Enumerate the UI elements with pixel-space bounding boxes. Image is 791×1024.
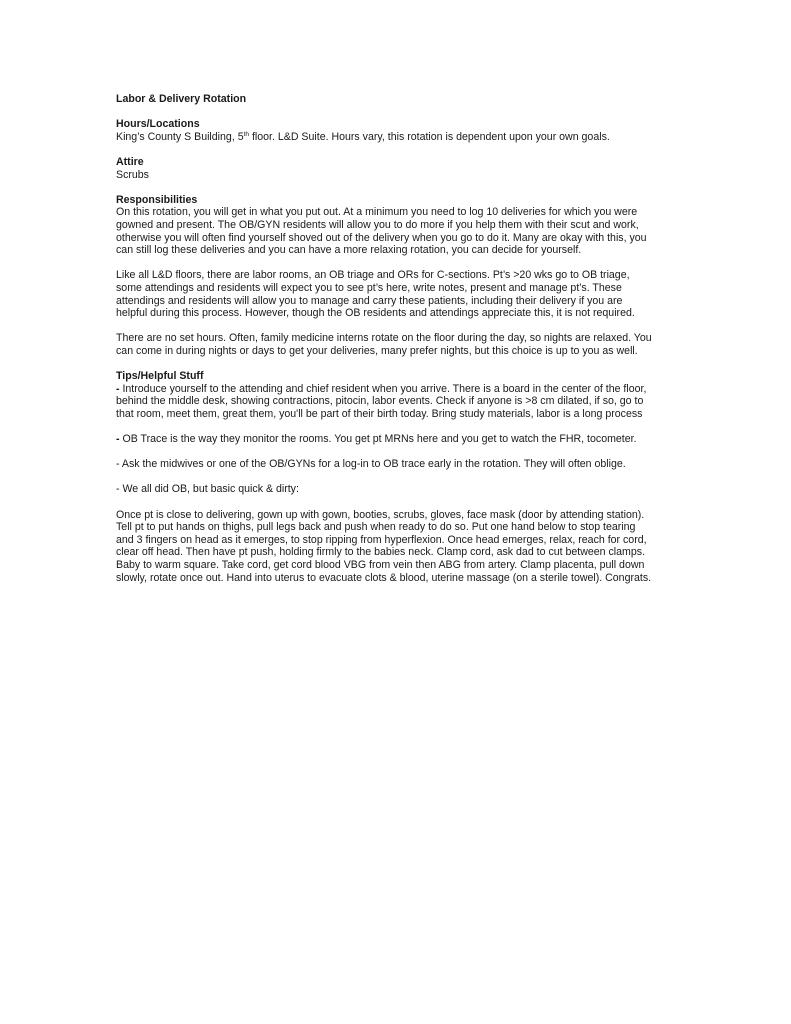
bullet-dash: -	[116, 433, 120, 446]
tips-paragraph-delivery-steps	[116, 509, 686, 585]
text-line: otherwise you will often find yourself shoved out of the delivery when you go to do it. Many are okay with this, you	[116, 231, 647, 244]
text-line: can still log these deliveries and you can have a more relaxing rotation, you can decide for yourself.	[116, 244, 582, 257]
responsibilities-heading: Responsibilities	[116, 193, 198, 206]
text-line: On this rotation, you will get in what you put out. At a minimum you need to log 10 deliveries for which you were	[116, 206, 638, 219]
hours-locations-text	[116, 131, 686, 144]
text-line: some attendings and residents will expect you to see pt’s here, write notes, present and manage pt’s. These	[116, 281, 622, 294]
text-line: slowly, rotate once out. Hand into uterus to evacuate clots & blood, uterine massage (on a sterile towel). Congrats.	[116, 571, 652, 584]
document-title: Labor & Delivery Rotation	[116, 93, 247, 105]
text-line: behind the middle desk, showing contractions, pitocin, labor events. Check if anyone is >8 cm dilated, if so, go to	[116, 395, 644, 408]
text-line: - We all did OB, but basic quick & dirty:	[116, 483, 299, 496]
text-line: clear off head. Then have pt push, holding firmly to the babies neck. Clamp cord, ask dad to cut between clamps.	[116, 546, 646, 559]
attire-heading: Attire	[116, 155, 144, 168]
tips-paragraph-introduce	[116, 383, 686, 421]
attire-section	[116, 156, 686, 181]
hours-text-part1: King’s County S Building, 5	[116, 130, 244, 143]
tips-paragraph-login	[116, 458, 686, 471]
text-line: attendings and residents will allow you to manage and carry these patients, including their delivery if you are	[116, 294, 623, 307]
tips-paragraph-ob-trace	[116, 433, 686, 446]
responsibilities-paragraph-2	[116, 269, 686, 319]
responsibilities-section	[116, 194, 686, 358]
tips-section	[116, 370, 686, 584]
text-line-content: OB Trace is the way they monitor the rooms. You get pt MRNs here and you get to watch the FHR, tocometer.	[119, 433, 637, 446]
responsibilities-paragraph-3	[116, 332, 686, 357]
hours-locations-heading: Hours/Locations	[116, 118, 200, 131]
hours-locations-section	[116, 118, 686, 143]
text-line-content: Introduce yourself to the attending and chief resident when you arrive. There is a board in the center of the floor,	[119, 382, 647, 395]
attire-text: Scrubs	[116, 168, 149, 181]
text-line: and 3 fingers on head as it emerges, to stop ripping from hyperflexion. Once head emerges, relax, reach for cord,	[116, 533, 647, 546]
hours-text-part2: floor. L&D Suite. Hours vary, this rotation is dependent upon your own goals.	[249, 130, 610, 143]
tips-heading: Tips/Helpful Stuff	[116, 370, 204, 383]
text-line: Baby to warm square. Take cord, get cord blood VBG from vein then ABG from artery. Clamp placenta, pull down	[116, 558, 645, 571]
responsibilities-paragraph-1	[116, 206, 686, 256]
text-line: - Ask the midwives or one of the OB/GYNs for a log-in to OB trace early in the rotation. They will often oblige.	[116, 458, 626, 471]
floor-ordinal-suffix: th	[243, 130, 250, 138]
text-line	[116, 383, 686, 396]
text-line: There are no set hours. Often, family medicine interns rotate on the floor during the day, so nights are relaxed. You	[116, 332, 652, 345]
text-line: can come in during nights or days to get your deliveries, many prefer nights, but this choice is up to you as well.	[116, 344, 638, 357]
text-line: Once pt is close to delivering, gown up with gown, booties, scrubs, gloves, face mask (door by attending station).	[116, 508, 645, 521]
tips-paragraph-quick-dirty	[116, 483, 686, 496]
document-page	[116, 93, 686, 597]
text-line: gowned and present. The OB/GYN residents will allow you to do more if you help them with their scut and work,	[116, 218, 639, 231]
text-line: Tell pt to put hands on thighs, pull legs back and push when ready to do so. Put one hand below to stop tearing	[116, 521, 636, 534]
text-line: Like all L&D floors, there are labor rooms, an OB triage and ORs for C-sections. Pt’s >20 wks go to OB triage,	[116, 269, 630, 282]
text-line: that room, meet them, great them, you'll be part of their birth today. Bring study materials, labor is a long process	[116, 407, 643, 420]
bullet-dash: -	[116, 382, 120, 395]
text-line: helpful during this process. However, though the OB residents and attendings appreciate this, it is not required.	[116, 307, 635, 320]
text-line	[116, 433, 686, 446]
